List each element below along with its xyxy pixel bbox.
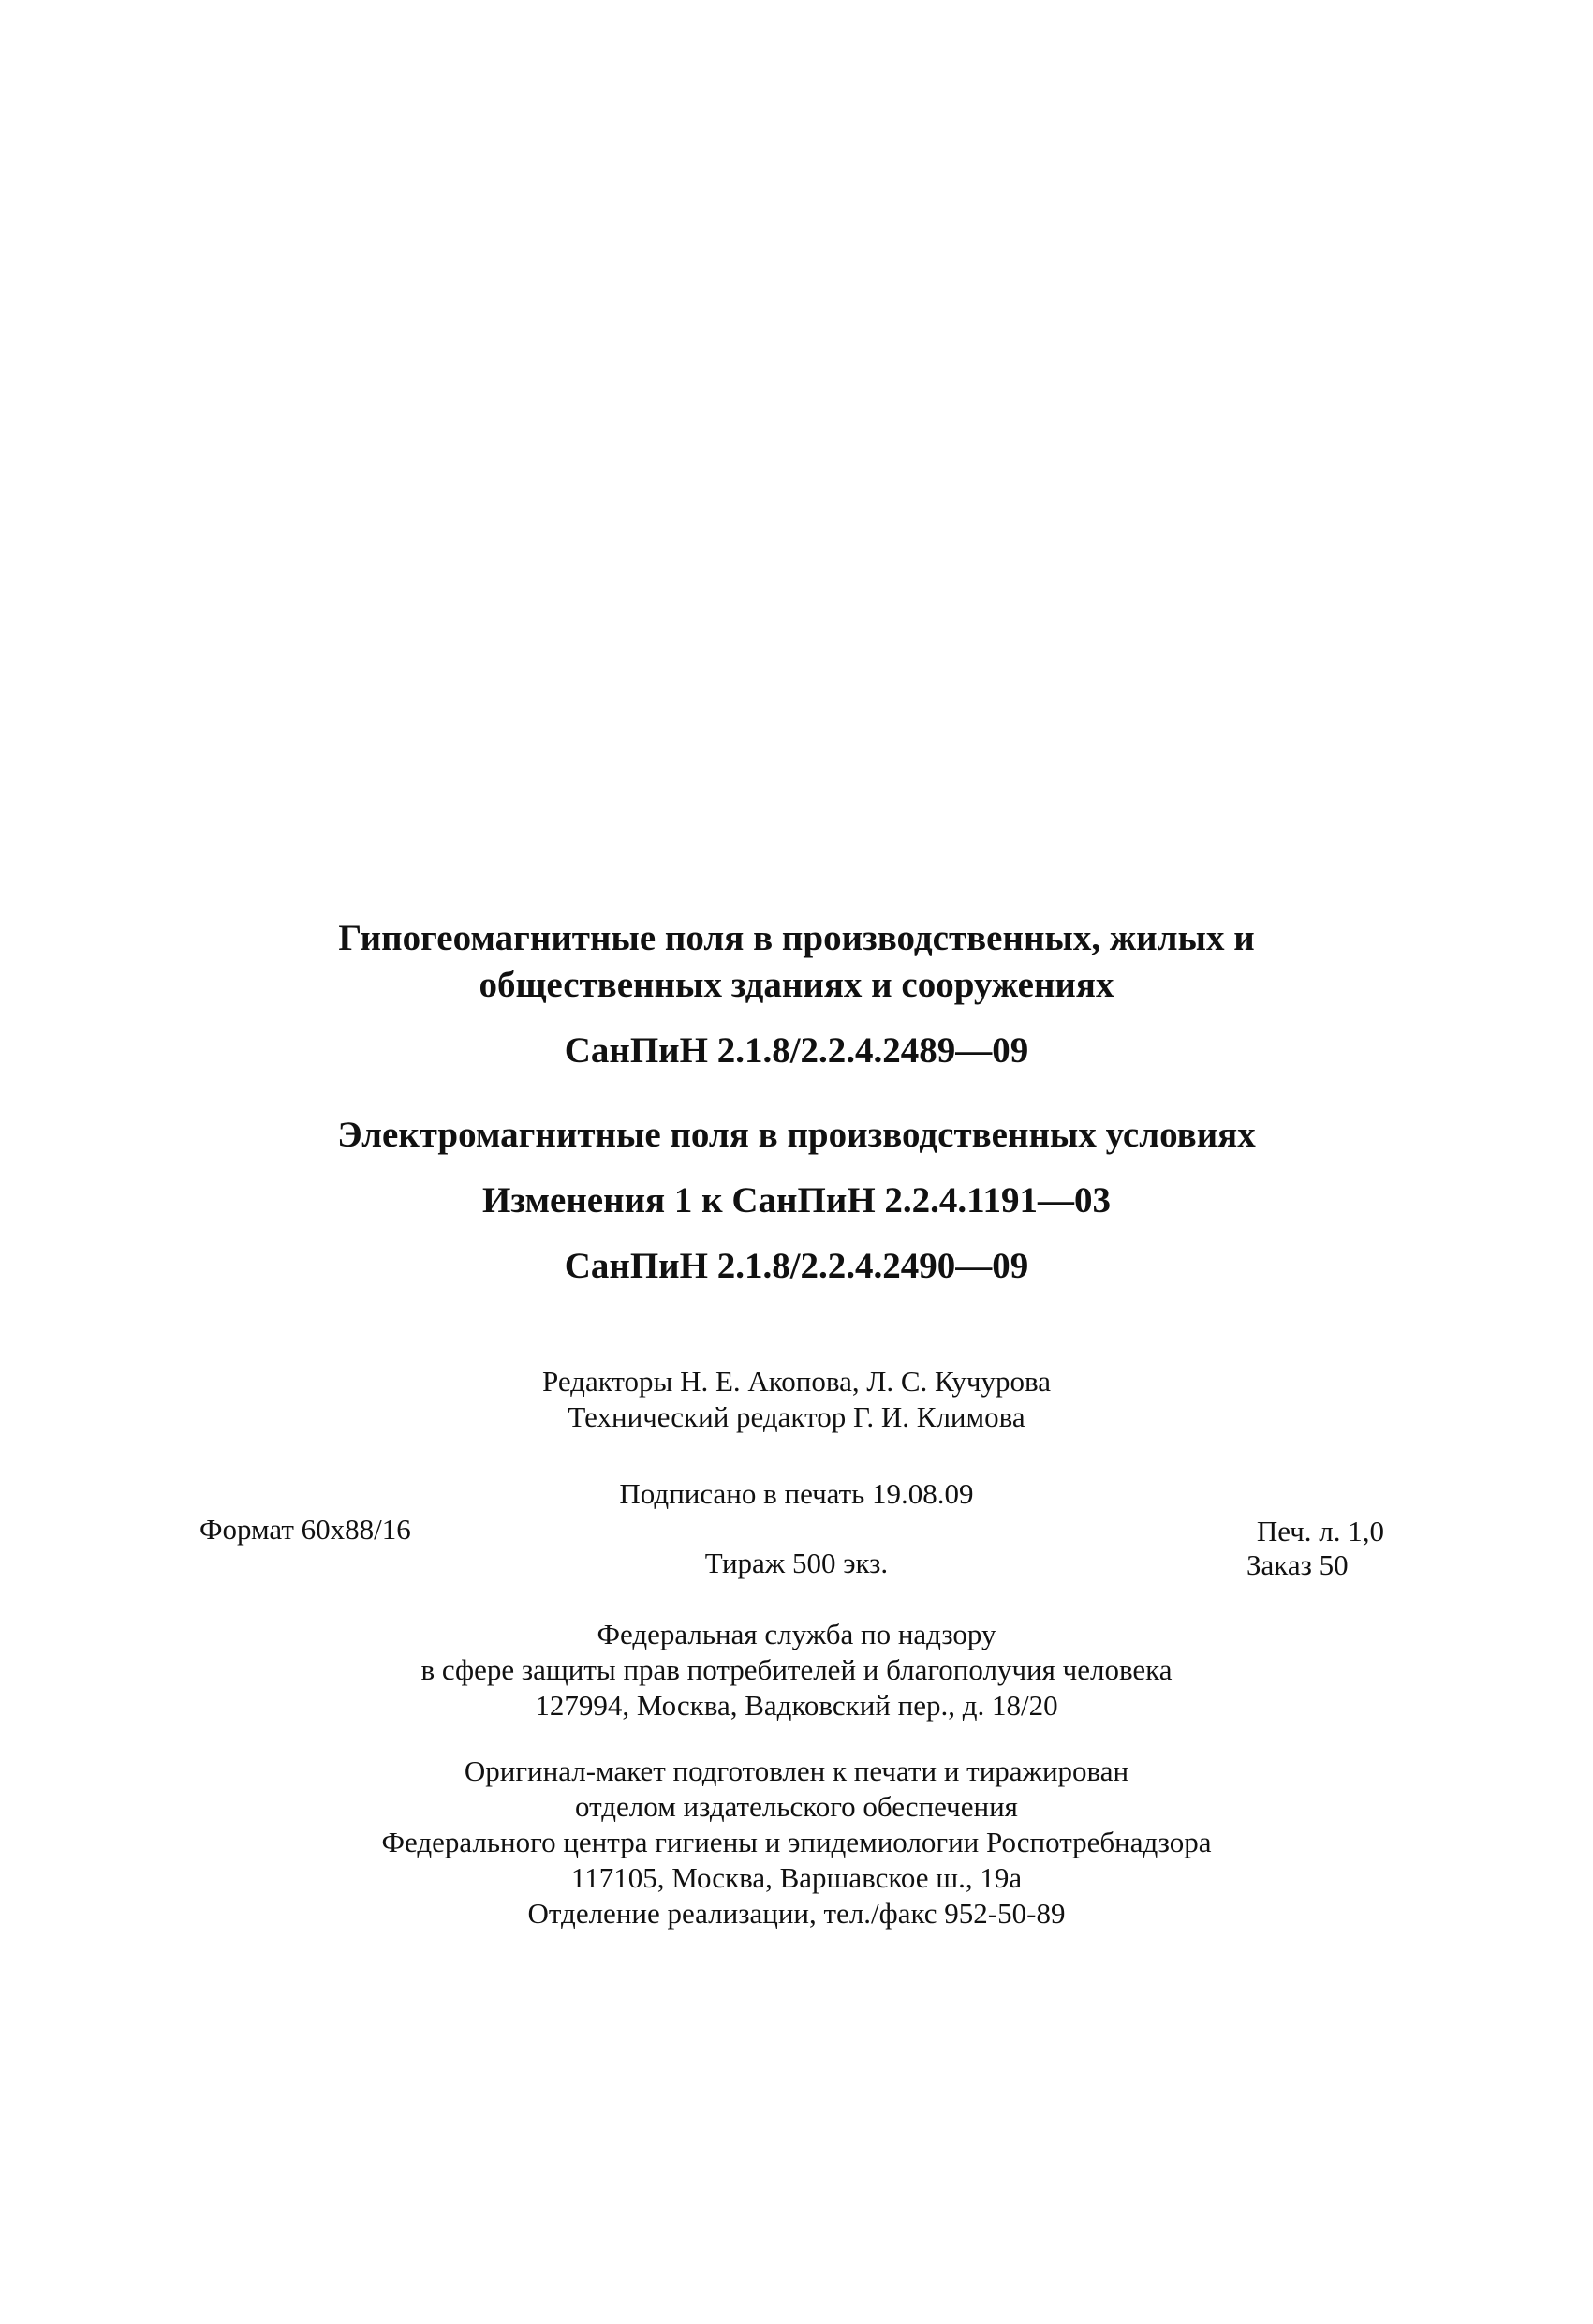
doc2-title: Электромагнитные поля в производственных условиях <box>337 1115 1256 1155</box>
printer-line2: отделом издательского обеспечения <box>575 1790 1018 1823</box>
doc1-title-line1: Гипогеомагнитные поля в производственных, жилых и <box>338 918 1255 958</box>
publisher-address: 127994, Москва, Вадковский пер., д. 18/20 <box>535 1689 1058 1722</box>
doc2-amendment: Изменения 1 к СанПиН 2.2.4.1191—03 <box>482 1180 1111 1221</box>
print-run: Тираж 500 экз. <box>704 1547 889 1579</box>
sales-contact: Отделение реализации, тел./факс 952-50-89 <box>527 1897 1066 1930</box>
doc2-code: СанПиН 2.1.8/2.2.4.2490—09 <box>564 1246 1029 1286</box>
publisher-line1: Федеральная служба по надзору <box>597 1618 996 1650</box>
signed-for-print: Подписано в печать 19.08.09 <box>619 1477 974 1510</box>
printer-line3: Федерального центра гигиены и эпидемиологии Роспотребнадзора <box>381 1826 1212 1858</box>
printed-sheets: Печ. л. 1,0 <box>1256 1515 1384 1547</box>
publisher-line2: в сфере защиты прав потребителей и благополучия человека <box>420 1653 1173 1686</box>
editors: Редакторы Н. Е. Акопова, Л. С. Кучурова <box>542 1365 1051 1398</box>
printer-line1: Оригинал-макет подготовлен к печати и тиражирован <box>464 1754 1129 1787</box>
order-number: Заказ 50 <box>1246 1548 1349 1581</box>
doc1-title-line2: общественных зданиях и сооружениях <box>479 965 1114 1005</box>
paper-format: Формат 60x88/16 <box>199 1513 411 1546</box>
tech-editor: Технический редактор Г. И. Климова <box>568 1400 1025 1433</box>
doc1-code: СанПиН 2.1.8/2.2.4.2489—09 <box>564 1030 1029 1071</box>
printer-address: 117105, Москва, Варшавское ш., 19а <box>570 1861 1023 1894</box>
